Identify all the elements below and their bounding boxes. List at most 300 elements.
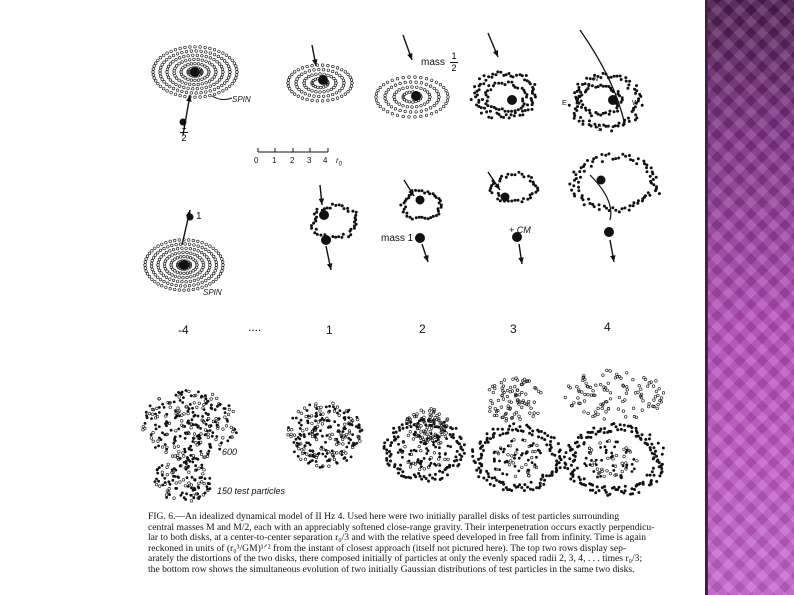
particle-disk <box>223 60 226 63</box>
gaussian-particle-cloud <box>300 458 303 461</box>
gaussian-particle-cloud <box>626 388 629 391</box>
gaussian-particle-cloud <box>647 405 650 408</box>
gaussian-particle-cloud <box>507 453 510 456</box>
dense-particle-ring <box>444 468 447 471</box>
particle-disk <box>411 106 414 109</box>
particle-disk <box>182 276 185 279</box>
distorted-ring <box>584 107 587 110</box>
particle-disk <box>166 52 169 55</box>
distorted-ring <box>627 83 630 86</box>
dense-particle-ring <box>591 431 594 434</box>
distorted-ring <box>415 216 418 219</box>
particle-disk <box>201 54 204 57</box>
particle-disk <box>179 272 182 275</box>
dense-particle-ring <box>427 419 430 422</box>
particle-disk <box>193 83 196 86</box>
gaussian-particle-cloud <box>502 451 505 454</box>
particle-disk <box>209 52 212 55</box>
gaussian-particle-cloud <box>638 384 641 387</box>
particle-disk <box>327 69 330 72</box>
particle-disk <box>216 60 219 63</box>
dense-particle-ring <box>646 443 649 446</box>
gaussian-particle-cloud <box>308 404 311 407</box>
gaussian-particle-cloud <box>194 464 197 467</box>
gaussian-particle-cloud <box>322 413 325 416</box>
particle-disk <box>184 285 187 288</box>
particle-disk <box>344 71 347 74</box>
gaussian-particle-cloud <box>343 412 346 415</box>
gaussian-particle-cloud <box>624 416 627 419</box>
particle-disk <box>175 65 178 68</box>
gaussian-particle-cloud <box>197 415 200 418</box>
particle-disk <box>291 73 294 76</box>
gaussian-particle-cloud <box>177 407 180 410</box>
distorted-ring <box>573 117 576 120</box>
dense-particle-ring <box>502 432 505 435</box>
particle-disk <box>379 86 382 89</box>
particle-disk <box>385 100 388 103</box>
particle-disk <box>308 94 311 97</box>
particle-disk <box>159 56 162 59</box>
gaussian-particle-cloud <box>197 487 200 490</box>
distorted-ring <box>581 103 584 106</box>
particle-disk <box>166 74 169 77</box>
gaussian-particle-cloud <box>584 393 587 396</box>
particle-disk <box>199 271 202 274</box>
gaussian-particle-cloud <box>183 425 186 428</box>
particle-disk <box>189 271 192 274</box>
particle-disk <box>205 86 208 89</box>
dense-particle-ring <box>392 427 395 430</box>
particle-disk <box>350 79 353 82</box>
particle-disk <box>214 270 217 273</box>
left-half-fraction <box>180 122 188 143</box>
particle-disk <box>185 91 188 94</box>
gaussian-particle-cloud <box>303 435 306 438</box>
gaussian-particle-cloud <box>603 475 606 478</box>
gaussian-particle-cloud <box>437 458 440 461</box>
gaussian-particle-cloud <box>333 420 336 423</box>
distorted-ring <box>334 236 337 239</box>
gaussian-particle-cloud <box>532 442 535 445</box>
gaussian-particle-cloud <box>181 492 184 495</box>
dense-particle-ring <box>570 464 573 467</box>
gaussian-particle-cloud <box>418 468 421 471</box>
dense-particle-ring <box>507 428 510 431</box>
gaussian-particle-cloud <box>595 384 598 387</box>
particle-disk <box>187 289 190 292</box>
particle-disk <box>435 110 438 113</box>
gaussian-particle-cloud <box>416 413 419 416</box>
gaussian-particle-cloud <box>655 390 658 393</box>
distorted-ring <box>588 109 591 112</box>
particle-disk <box>157 261 160 264</box>
distorted-ring <box>619 75 622 78</box>
gaussian-particle-cloud <box>514 475 517 478</box>
particle-disk <box>406 86 409 89</box>
gaussian-particle-cloud <box>198 482 201 485</box>
particle-disk <box>193 253 196 256</box>
gaussian-particle-cloud <box>523 381 526 384</box>
dense-particle-ring <box>406 426 409 429</box>
particle-disk <box>204 77 207 80</box>
gaussian-particle-cloud <box>506 389 509 392</box>
gaussian-particle-cloud <box>509 445 512 448</box>
dense-particle-ring <box>588 482 591 485</box>
gaussian-particle-cloud <box>336 412 339 415</box>
particle-disk <box>162 87 165 90</box>
particle-disk <box>199 257 202 260</box>
dense-particle-ring <box>423 475 426 478</box>
gaussian-particle-cloud <box>342 427 345 430</box>
mass-half-fraction <box>450 52 458 73</box>
particle-disk <box>228 68 231 71</box>
dense-particle-ring <box>655 480 658 483</box>
particle-disk <box>318 68 321 71</box>
distorted-ring <box>428 192 431 195</box>
gaussian-particle-cloud <box>201 415 204 418</box>
distorted-ring <box>632 204 635 207</box>
distorted-ring <box>526 103 529 106</box>
gaussian-particle-cloud <box>529 444 532 447</box>
gaussian-particle-cloud <box>321 417 324 420</box>
distorted-ring <box>476 94 479 97</box>
gaussian-particle-cloud <box>155 483 158 486</box>
distorted-ring <box>438 202 441 205</box>
particle-disk <box>200 50 203 53</box>
trajectory-arrow-head <box>610 255 615 262</box>
particle-disk <box>375 92 378 95</box>
particle-disk <box>197 278 200 281</box>
dense-particle-ring <box>441 471 444 474</box>
dense-particle-ring <box>652 446 655 449</box>
gaussian-particle-cloud <box>502 398 505 401</box>
distorted-ring <box>623 207 626 210</box>
particle-disk <box>215 71 218 74</box>
gaussian-particle-cloud <box>182 452 185 455</box>
scale-tick-label: 4 <box>323 156 328 165</box>
dense-particle-ring <box>495 479 498 482</box>
gaussian-particle-cloud <box>602 374 605 377</box>
particle-disk <box>209 94 212 97</box>
distorted-ring <box>310 224 313 227</box>
gaussian-particle-cloud <box>657 394 660 397</box>
particle-disk <box>375 99 378 102</box>
dense-particle-ring <box>635 485 638 488</box>
dense-particle-ring <box>558 450 561 453</box>
particle-disk <box>287 79 290 82</box>
gaussian-particle-cloud <box>145 411 148 414</box>
gaussian-particle-cloud <box>533 401 536 404</box>
distorted-ring <box>590 165 593 168</box>
particle-disk <box>178 85 181 88</box>
gaussian-particle-cloud <box>642 400 645 403</box>
particle-disk <box>314 78 317 81</box>
dense-particle-ring <box>434 473 437 476</box>
gaussian-particle-cloud <box>500 406 503 409</box>
gaussian-particle-cloud <box>501 472 504 475</box>
gaussian-particle-cloud <box>293 450 296 453</box>
particle-disk <box>209 90 212 93</box>
gaussian-particle-cloud <box>344 456 347 459</box>
gaussian-particle-cloud <box>515 452 518 455</box>
particle-disk <box>296 78 299 81</box>
gaussian-particle-cloud <box>539 452 542 455</box>
dense-particle-ring <box>603 427 606 430</box>
distorted-ring <box>649 175 652 178</box>
gaussian-particle-cloud <box>206 488 209 491</box>
particle-disk <box>399 109 402 112</box>
particle-disk <box>287 85 290 88</box>
gaussian-particle-cloud <box>227 413 230 416</box>
figure-caption <box>148 512 668 576</box>
distorted-ring <box>654 189 657 192</box>
distorted-ring <box>498 108 501 111</box>
gaussian-particle-cloud <box>178 451 181 454</box>
dense-particle-ring <box>528 432 531 435</box>
gaussian-particle-cloud <box>601 407 604 410</box>
fraction-numerator: 1 <box>181 121 187 131</box>
distorted-ring <box>507 81 510 84</box>
particle-disk <box>306 98 309 101</box>
particle-disk <box>390 106 393 109</box>
particle-disk <box>160 75 163 78</box>
dense-particle-ring <box>422 419 425 422</box>
particle-disk <box>207 269 210 272</box>
gaussian-particle-cloud <box>498 460 501 463</box>
caption-line: FIG. 6.—An idealized dynamical model of II Hz 4. Used here were two initially parallel disks of test particles surrounding <box>148 511 620 522</box>
gaussian-particle-cloud <box>603 418 606 421</box>
particle-disk <box>170 50 173 53</box>
dense-particle-ring <box>630 430 633 433</box>
gaussian-particle-cloud <box>315 414 318 417</box>
gaussian-particle-cloud <box>145 414 148 417</box>
distorted-ring <box>603 205 606 208</box>
gaussian-particle-cloud <box>193 433 196 436</box>
particle-disk <box>313 69 316 72</box>
gaussian-particle-cloud <box>510 455 513 458</box>
distorted-ring <box>493 106 496 109</box>
particle-disk <box>412 101 415 104</box>
gaussian-particle-cloud <box>625 466 628 469</box>
distorted-ring <box>598 203 601 206</box>
gaussian-particle-cloud <box>169 483 172 486</box>
gaussian-particle-cloud <box>609 398 612 401</box>
particle-disk <box>185 247 188 250</box>
particle-disk <box>298 88 301 91</box>
gaussian-particle-cloud <box>587 393 590 396</box>
gaussian-particle-cloud <box>300 412 303 415</box>
particle-disk <box>399 82 402 85</box>
gaussian-particle-cloud <box>305 441 308 444</box>
gaussian-particle-cloud <box>293 441 296 444</box>
gaussian-particle-cloud <box>189 445 192 448</box>
particle-disk <box>209 47 212 50</box>
particle-disk <box>379 105 382 108</box>
gaussian-particle-cloud <box>640 388 643 391</box>
particle-disk <box>402 115 405 118</box>
distorted-ring <box>423 192 426 195</box>
dense-particle-ring <box>460 447 463 450</box>
particle-disk <box>429 107 432 110</box>
gaussian-particle-cloud <box>154 424 157 427</box>
dense-particle-ring <box>482 449 485 452</box>
particle-disk <box>158 258 161 261</box>
gaussian-particle-cloud <box>531 461 534 464</box>
caption-line: reckoned in units of (r₀³/GM)¹ᐟ² from the instant of closest approach (itself not pictured here). The top two rows display sep- <box>148 542 627 554</box>
dense-particle-ring <box>572 454 575 457</box>
dense-particle-ring <box>471 455 474 458</box>
distorted-ring <box>478 77 481 80</box>
gaussian-particle-cloud <box>488 388 491 391</box>
particle-disk <box>306 65 309 68</box>
dense-particle-ring <box>596 485 599 488</box>
gaussian-particle-cloud <box>328 465 331 468</box>
dense-particle-ring <box>413 473 416 476</box>
distorted-ring <box>568 104 571 107</box>
gaussian-particle-cloud <box>438 413 441 416</box>
gaussian-particle-cloud <box>316 425 319 428</box>
gaussian-particle-cloud <box>492 391 495 394</box>
dense-particle-ring <box>636 431 639 434</box>
gaussian-particle-cloud <box>190 394 193 397</box>
gaussian-particle-cloud <box>423 442 426 445</box>
gaussian-particle-cloud <box>583 400 586 403</box>
particle-disk <box>184 46 187 49</box>
distorted-ring <box>486 100 489 103</box>
gaussian-particle-cloud <box>185 462 188 465</box>
gaussian-particle-cloud <box>224 416 227 419</box>
particle-disk <box>169 250 172 253</box>
particle-disk <box>184 65 187 68</box>
distorted-ring <box>514 86 517 89</box>
gaussian-particle-cloud <box>576 385 579 388</box>
particle-disk <box>161 243 164 246</box>
dense-particle-ring <box>491 477 494 480</box>
particle-disk <box>338 89 341 92</box>
particle-disk <box>409 81 412 84</box>
particle-disk <box>206 256 209 259</box>
particle-disk <box>175 243 178 246</box>
distorted-ring <box>587 87 590 90</box>
gaussian-particle-cloud <box>611 455 614 458</box>
distorted-ring <box>589 77 592 80</box>
gaussian-particle-cloud <box>332 402 335 405</box>
particle-disk <box>233 62 236 65</box>
distorted-ring <box>505 176 508 179</box>
gaussian-particle-cloud <box>167 480 170 483</box>
distorted-ring <box>583 163 586 166</box>
particle-disk <box>213 66 216 69</box>
particle-disk <box>330 75 333 78</box>
particle-disk <box>228 74 231 77</box>
particle-disk <box>409 111 412 114</box>
gaussian-particle-cloud <box>158 425 161 428</box>
gaussian-particle-cloud <box>192 454 195 457</box>
distorted-ring <box>497 82 500 85</box>
fraction-denominator: 2 <box>451 63 457 73</box>
particle-disk <box>213 93 216 96</box>
gaussian-particle-cloud <box>226 418 229 421</box>
distorted-ring <box>517 171 520 174</box>
particle-disk <box>231 82 234 85</box>
particle-disk <box>330 88 333 91</box>
gaussian-particle-cloud <box>177 454 180 457</box>
particle-disk <box>394 108 397 111</box>
gaussian-particle-cloud <box>335 461 338 464</box>
dense-particle-ring <box>578 444 581 447</box>
particle-disk <box>322 86 325 89</box>
dense-particle-ring <box>577 476 580 479</box>
gaussian-particle-cloud <box>194 479 197 482</box>
particle-disk <box>332 98 335 101</box>
dense-particle-ring <box>567 444 570 447</box>
distorted-ring <box>338 203 341 206</box>
distorted-ring <box>599 114 602 117</box>
distorted-ring <box>484 102 487 105</box>
particle-disk <box>154 62 157 65</box>
gaussian-particle-cloud <box>615 454 618 457</box>
distorted-ring <box>534 184 537 187</box>
gaussian-particle-cloud <box>434 416 437 419</box>
particle-disk <box>185 82 188 85</box>
gaussian-particle-cloud <box>192 437 195 440</box>
particle-disk <box>390 86 393 89</box>
gaussian-particle-cloud <box>215 438 218 441</box>
dense-particle-ring <box>540 437 543 440</box>
dense-particle-ring <box>579 482 582 485</box>
dense-particle-ring <box>623 429 626 432</box>
gaussian-particle-cloud <box>422 411 425 414</box>
particle-disk <box>176 271 179 274</box>
gaussian-particle-cloud <box>506 395 509 398</box>
particle-disk <box>201 78 204 81</box>
particle-disk <box>157 267 160 270</box>
caption-line: lar to both disks, at a center-to-center separation r₀/3 and with the relative speed developed in free fall from infinity. Time is again <box>148 532 647 544</box>
gaussian-particle-cloud <box>315 464 318 467</box>
compass-e: E <box>562 100 567 107</box>
distorted-ring <box>411 218 414 221</box>
dense-particle-ring <box>420 478 423 481</box>
distorted-ring <box>351 210 354 213</box>
gaussian-particle-cloud <box>142 425 145 428</box>
gaussian-particle-cloud <box>192 411 195 414</box>
distorted-ring <box>648 194 651 197</box>
distorted-ring <box>483 107 486 110</box>
gaussian-particle-cloud <box>434 446 437 449</box>
gaussian-particle-cloud <box>358 424 361 427</box>
gaussian-particle-cloud <box>653 399 656 402</box>
dense-particle-ring <box>460 455 463 458</box>
gaussian-particle-cloud <box>182 479 185 482</box>
particle-disk <box>183 55 186 58</box>
particle-disk <box>169 287 172 290</box>
particle-disk <box>219 273 222 276</box>
distorted-ring <box>517 199 520 202</box>
distorted-ring <box>506 173 509 176</box>
trajectory-arrow-head <box>493 50 498 57</box>
distorted-ring <box>612 125 615 128</box>
gaussian-particle-cloud <box>624 399 627 402</box>
gaussian-particle-cloud <box>192 440 195 443</box>
distorted-ring <box>501 107 504 110</box>
particle-disk <box>186 272 189 275</box>
gaussian-particle-cloud <box>612 469 615 472</box>
gaussian-particle-cloud <box>355 442 358 445</box>
particle-disk <box>188 284 191 287</box>
particle-disk <box>209 85 212 88</box>
trajectory-arrow-head <box>518 257 523 264</box>
